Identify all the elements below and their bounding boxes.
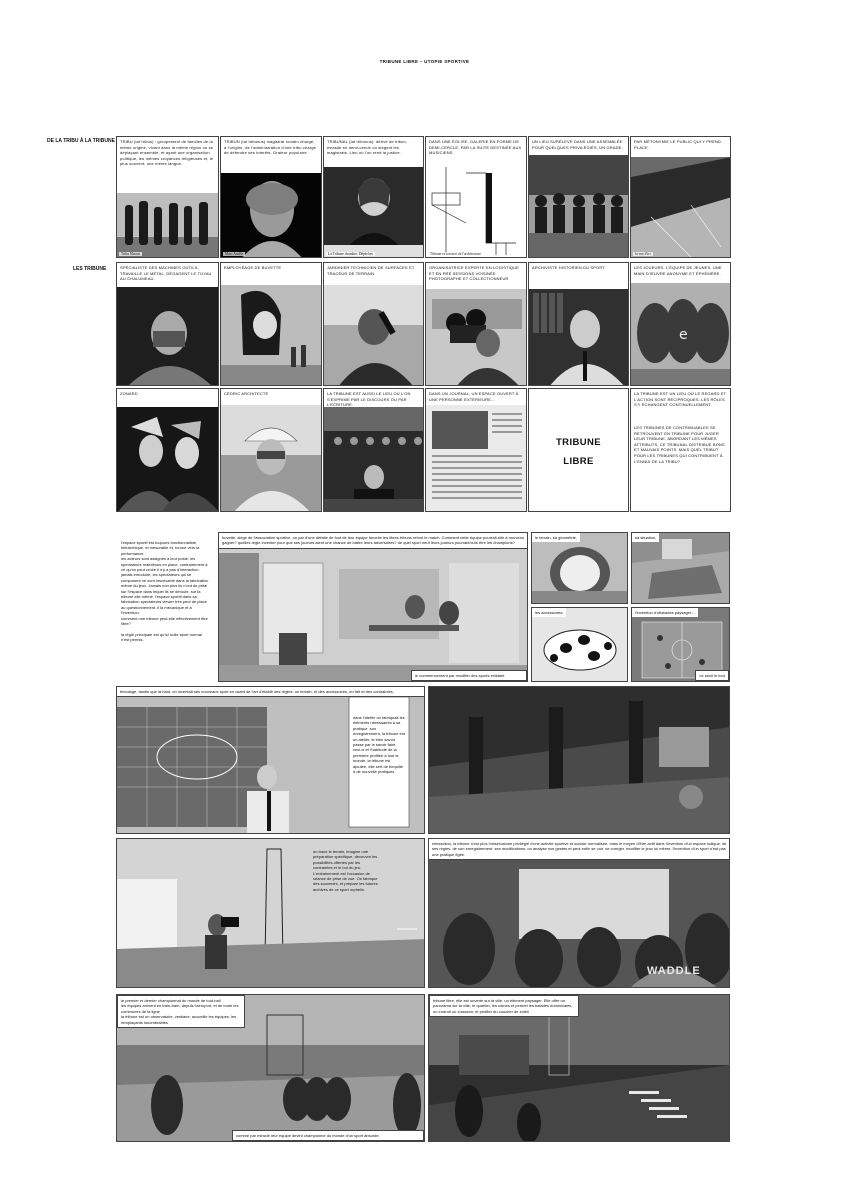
card-caption: CÉDRIC ARCHITECTE <box>224 391 269 396</box>
row-label-tribune: LES TRIBUNE <box>73 266 107 272</box>
accessoires-label: les accessoires, <box>532 608 566 617</box>
card-caption-2: LES TRIBUNES DE CONTRIBUABLES SE RETROUVENT EN TRIBUNE POUR JUGER LEUR TRIBUNE. ABORDANT LES MÊMES ATTRIBUTS, CE TRIBUNAL DISTRIBUE BONS ET MAUVAIS POINTS. MAIS QUEL TRIBUT POUR LES TRIBUNES QUI CONTRIBUENT À L'ENNUI DE LA TRIBU? <box>634 425 725 464</box>
card-zonard <box>116 388 219 512</box>
card-public <box>630 136 731 258</box>
bar-woman-photo <box>221 285 321 385</box>
championnat-footnote: comme par miracle leur équipe devint championne du monde d'un sport absurde. <box>232 1130 424 1141</box>
camerawoman-photo <box>426 289 526 385</box>
buvette-footnote: le commencement par modifier des sports existant <box>411 670 527 681</box>
libre-text: tribune libre, elle est ouverte sur la ville. un élément paysager. Elle offre un panorama sur la ville, le quartier, les usines et permet les balades dominicales, un endroit où s'asseoir, et profiter du coucher de soleil <box>429 995 579 1017</box>
architect-photo <box>221 405 321 511</box>
card-discours <box>323 388 424 512</box>
card-tribunal <box>323 136 424 258</box>
card-caption: LA TRIBUNE EST AUSSI LE LIEU OÙ L'ON S'EXPRIME PAR LE DISCOURS OU PAR L'ÉCRITURE. <box>327 391 411 408</box>
card-caption: LA TRIBUNE EST UN LIEU OÙ LE REGARD ET L'ACTION SONT RÉCIPROQUES. LES RÔLES S'Y ÉCHANGENT CONTINUELLEMENT. <box>634 391 727 408</box>
card-caption: PAR MÉTONYMIE LE PUBLIC QUI Y PREND PLACE. <box>634 139 721 150</box>
parliament-photo <box>324 407 423 511</box>
intro-text: l'espace sportif est toujours fonctionnaliste, hiérarchique, et mesurable et, tourné vers la performance. les acteurs sont assignés à leur poste. les spectateurs maintenus en place, contrairement à ce qu'on peut croire il n'y a pas d'interaction. jamais introduire, les spectateurs qui se composent ne sont inscrivable dans la fabrication même du jeux. Jamais non plus ils n'ont de prise sur l'espace dans lequel ils se déroule. sur la tribune elle même. l'espace sportif dans sa fabrication spectateurs viewer très peut de place au questionnement. il la mécanique et à l'invention. comment une tribune peut-elle effectivement être libre? la règle principale est qu'ici nulle sport normal n'est permis. <box>121 540 209 643</box>
retroaction-panel <box>428 838 730 988</box>
card-caption: DANS UN JOURNAL, UN ESPACE OUVERT À UNE PERSONNE EXTÉRIEURE... <box>429 391 519 402</box>
terrain-label: le terrain, sa géométrie, <box>532 533 580 542</box>
libre-panel <box>428 994 730 1142</box>
card-caption: EMPLOYÉAGE DE BUVETTE <box>224 265 282 270</box>
trace-panel <box>116 838 425 988</box>
photo-credit: Tribu Massai <box>121 252 140 256</box>
photo-credit: Tribune et son mot de l'architecture <box>430 252 481 256</box>
atelier-photo-panel <box>428 686 730 834</box>
card-buvette <box>220 262 322 386</box>
card-tribun <box>220 136 322 258</box>
accessoires-panel <box>531 607 628 682</box>
terrain-panel <box>531 532 628 604</box>
card-architecte <box>220 388 322 512</box>
judge-photo <box>324 167 423 257</box>
assembly-photo <box>529 155 628 257</box>
card-caption: TRIBUNAL (lat tribunus): dérivé de tribun, estrade en demi-cercle où siègent les magistrats. Lieu où l'on rend la justice. <box>327 139 408 156</box>
marcus-aurelius-photo <box>221 173 321 257</box>
card-caption: ORGANISATRICE EXPERTE EN LOGISTIQUE ET EN PRÉ SESSIONS VOISINÉE PHOTOGRAPHE ET COLLECTIONNEUR <box>429 265 520 282</box>
jersey-text: WADDLE <box>647 965 701 977</box>
card-machiniste <box>116 262 219 386</box>
seuil-label: ce seuil le tout <box>695 670 729 681</box>
atelier-text: dans l'atelier on fabriquait les éléments nécessaires à sa pratique. son enregistrement, la tribune est un atelier, le bien savoir passe par le savoir faire. ceci-ci et l'habitude de la première profitée à tout le monde. la tribune est ajoutée, elle sert de bequille à de nouvelle pratiques <box>353 715 405 775</box>
archivist-photo <box>529 289 628 385</box>
retroaction-text: rétroaction, la tribune n'est plus l'observatoire privilégié d'une activité sportive et sociale normalisée, mais le moyen d'être actif dans l'invention d'un espace ludique. de ses règles. de son enregistrement. ses modifications. on analyse nos gestes et peut enfin se voir. se corriger. modifier le jeux lui même. l'invention d'un sport n'est pas une pratique figée. <box>429 839 730 860</box>
gardener-photo <box>324 285 423 385</box>
buvette-panel <box>218 532 528 682</box>
stadium-photo <box>631 157 730 257</box>
zonard-photo <box>117 407 218 511</box>
tribune-word: TRIBUNE <box>555 437 602 448</box>
svg-text:e: e <box>679 327 688 343</box>
card-journal <box>425 388 527 512</box>
championnat-panel <box>116 994 425 1142</box>
row-label-tribu: DE LA TRIBU À LA TRIBUNE <box>47 138 115 144</box>
tribe-photo <box>117 193 218 257</box>
card-organisatrice <box>425 262 527 386</box>
situation-panel <box>631 532 730 604</box>
situation-label: sa situation, <box>632 533 659 542</box>
card-joueurs <box>630 262 731 386</box>
card-lieu <box>528 136 629 258</box>
bricolage-panel <box>116 686 425 834</box>
welder-photo <box>117 287 218 385</box>
bricolage-text: bricolage, tandis que là haut, on inventait ses nouveaux sport en usant de l'art d'établir des règles: un terrain, et des accessoires, en fait et des contraintes, <box>117 687 425 697</box>
card-caption: JARDINIER TECHNICIEN DE SURFACES ET TRACÉUR DE TERRAIN <box>327 265 415 276</box>
card-caption: DANS UNE ÉGLISE, GALERIE EN FORME DE DEMI-CERCLE, PAR LA SUITE DESTINÉE AUX MUSICIENS. <box>429 139 522 156</box>
libre-word: LIBRE <box>563 456 594 467</box>
card-caption: ZONARD <box>120 391 138 396</box>
obstacles-label: l'invention d'obstacles paysager,... <box>632 608 698 617</box>
trace-text: on trace le terrain, imagine une préparation spécifique, découvre les possibilités offertes par les contraintes et le but du jeu. L'entrainement est l'occasion de séance de prise de vue. On fabrique des souvenirs, et prépare les futures archives de ce sport orphelin. <box>313 849 378 892</box>
card-caption: UN LIEU SURÉLEVÉ DANS UNE ASSEMBLÉE POUR QUELQUES PRIVILÉGIÉS, UN GRADE. <box>532 139 623 150</box>
players-photo <box>631 283 730 385</box>
church-drawing <box>426 163 526 257</box>
card-archiviste <box>528 262 629 386</box>
card-tribune-libre <box>528 388 629 512</box>
newspaper-photo <box>426 405 526 511</box>
page-title: TRIBUNE LIBRE – UTOPIE SPORTIVE <box>379 59 470 64</box>
obstacles-panel <box>631 607 730 682</box>
card-caption: ARCHIVISTE HISTORIEN DU SPORT <box>532 265 605 270</box>
card-tribu <box>116 136 219 258</box>
photo-credit: La Tribune chambre. Dépêches <box>328 252 373 256</box>
card-caption: TRIBUN (lat tribunus) magistrat romain chargé, à l'origine, de l'administration d'une tribu chargé de défendre ses intérêts. Orateur populaire. <box>224 139 316 156</box>
championnat-text: le premier et dernier championnat du monde de tout-ball les équipes arrivent en train-tram, depuis l'aéroport, et de toute les communes de la ligne la tribune est un observatoire, vestiaire, accueille les équipes, les remplaçants innombrables <box>117 995 245 1028</box>
buvette-text: buvette, siège de l'association sportive, ou par d'une défaite de foot de leur équipe favorite les libres tribuns refont le match. Comment cette équipe pourrait-elle à nouveau gagner? quelles règle inventer pour que ses joueurs aient une chance de battre leurs adversaires? de quel sport neuf leurs joueurs pourraient-ils être les champions? <box>219 533 528 549</box>
card-jardinier <box>323 262 424 386</box>
card-caption: SPÉCIALISTE DES MACHINES OUTILS, TRAVAILLE LE MÉTAL, DÉGAGENT LE TUYAU AU CHALUMEAU. <box>120 265 212 282</box>
card-regard <box>630 388 731 512</box>
photo-credit: Marc Aurèle <box>225 252 244 256</box>
card-eglise <box>425 136 527 258</box>
photo-credit: la vue d'ici <box>635 252 651 256</box>
card-caption: TRIBU (lat tribus) : groupement de familles de la même origine, vivant dans la même région ou se déplaçant ensemble, et ayant une organisation politique, les mêmes croyances religieuses et, le plus souvent, une même langue. <box>120 139 214 167</box>
card-caption: LES JOUEURS. L'ÉQUIPE DE JEUNES, UNE MAIN D'ŒUVRE ANONYME ET ÉPHÉMÈRE. <box>634 265 722 276</box>
